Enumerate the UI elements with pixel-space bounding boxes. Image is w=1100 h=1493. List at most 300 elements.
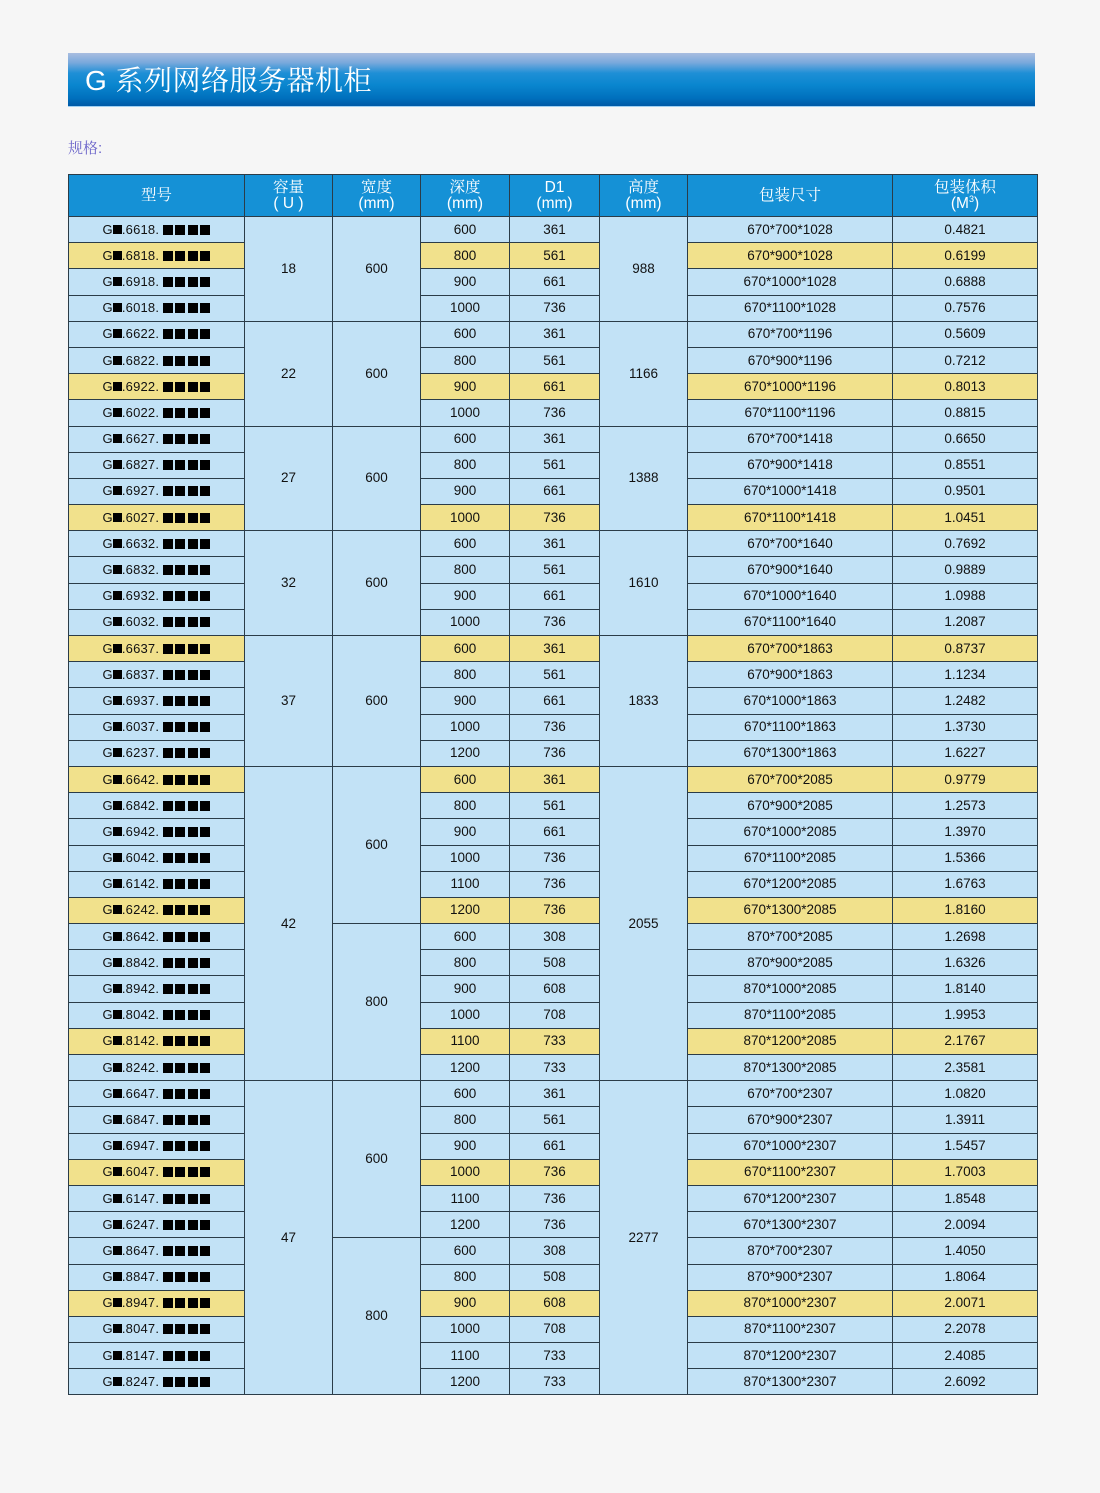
redacted-block-icon	[188, 303, 198, 313]
model-cell	[69, 897, 245, 923]
redacted-suffix-icon	[163, 506, 211, 530]
model-cell	[69, 1081, 245, 1107]
depth-cell: 600	[421, 1081, 510, 1107]
d1-cell: 661	[510, 688, 600, 714]
pack-volume-cell: 1.3730	[893, 714, 1038, 740]
pack-size-cell: 670*1100*1196	[688, 400, 893, 426]
model-cell	[69, 950, 245, 976]
redacted-block-icon	[113, 434, 122, 443]
redacted-block-icon	[113, 958, 122, 967]
redacted-block-icon	[175, 1351, 185, 1361]
redacted-block-icon	[200, 853, 210, 863]
redacted-suffix-icon	[163, 453, 211, 477]
model-code: .6042.	[121, 850, 160, 866]
redacted-block-icon	[188, 434, 198, 444]
depth-cell: 1000	[421, 1316, 510, 1342]
redacted-block-icon	[175, 853, 185, 863]
redacted-block-icon	[200, 932, 210, 942]
depth-cell: 1000	[421, 1159, 510, 1185]
table-row	[69, 1081, 1038, 1107]
redacted-block-icon	[188, 1115, 198, 1125]
redacted-block-icon	[175, 617, 185, 627]
model-cell	[69, 557, 245, 583]
depth-cell: 1100	[421, 871, 510, 897]
table-row	[69, 243, 1038, 269]
pack-volume-cell: 0.7212	[893, 347, 1038, 373]
pack-volume-cell: 1.8064	[893, 1264, 1038, 1290]
model-code: .6242.	[121, 902, 160, 918]
model-prefix: G	[102, 1216, 113, 1232]
model-code: .6142.	[121, 876, 160, 892]
redacted-block-icon	[175, 827, 185, 837]
redacted-block-icon	[113, 1010, 122, 1019]
model-prefix: G	[102, 797, 113, 813]
table-row	[69, 845, 1038, 871]
redacted-block-icon	[188, 591, 198, 601]
redacted-block-icon	[200, 1010, 210, 1020]
redacted-block-icon	[113, 251, 122, 260]
redacted-block-icon	[175, 1010, 185, 1020]
redacted-block-icon	[175, 1141, 185, 1151]
redacted-suffix-icon	[163, 479, 211, 503]
model-cell	[69, 505, 245, 531]
model-cell	[69, 1107, 245, 1133]
model-code: .8042.	[121, 1007, 160, 1023]
redacted-block-icon	[175, 1246, 185, 1256]
model-code: .8647.	[121, 1242, 160, 1258]
redacted-block-icon	[200, 1141, 210, 1151]
redacted-block-icon	[188, 1063, 198, 1073]
d1-cell: 561	[510, 452, 600, 478]
table-row	[69, 1133, 1038, 1159]
redacted-block-icon	[175, 277, 185, 287]
model-code: .6037.	[121, 719, 160, 735]
pack-volume-cell: 1.3911	[893, 1107, 1038, 1133]
model-code: .6622.	[121, 326, 160, 342]
model-code: .8047.	[121, 1321, 160, 1337]
model-prefix: G	[102, 954, 113, 970]
table-row	[69, 976, 1038, 1002]
d1-cell: 661	[510, 374, 600, 400]
redacted-block-icon	[113, 617, 122, 626]
table-row	[69, 321, 1038, 347]
table-row	[69, 295, 1038, 321]
model-code: .6947.	[121, 1138, 160, 1154]
model-prefix: G	[102, 1347, 113, 1363]
redacted-block-icon	[175, 1324, 185, 1334]
pack-size-cell: 670*1000*2085	[688, 819, 893, 845]
pack-volume-cell: 0.8815	[893, 400, 1038, 426]
redacted-suffix-icon	[163, 427, 211, 451]
model-prefix: G	[102, 719, 113, 735]
redacted-suffix-icon	[163, 1265, 211, 1289]
table-row	[69, 1185, 1038, 1211]
redacted-block-icon	[113, 408, 122, 417]
redacted-block-icon	[175, 1167, 185, 1177]
redacted-block-icon	[113, 356, 122, 365]
pack-volume-cell: 0.4821	[893, 217, 1038, 243]
pack-volume-cell: 1.5366	[893, 845, 1038, 871]
model-prefix: G	[102, 1059, 113, 1075]
d1-cell: 708	[510, 1316, 600, 1342]
width-cell: 600	[333, 217, 421, 322]
redacted-block-icon	[188, 225, 198, 235]
redacted-block-icon	[188, 644, 198, 654]
pack-volume-cell: 1.0988	[893, 583, 1038, 609]
pack-size-cell: 670*900*2085	[688, 793, 893, 819]
depth-cell: 800	[421, 347, 510, 373]
redacted-block-icon	[200, 356, 210, 366]
depth-cell: 600	[421, 426, 510, 452]
model-prefix: G	[102, 1007, 113, 1023]
table-row	[69, 1343, 1038, 1369]
pack-size-cell: 670*700*2085	[688, 766, 893, 792]
d1-cell: 361	[510, 531, 600, 557]
model-cell	[69, 269, 245, 295]
redacted-suffix-icon	[163, 820, 211, 844]
redacted-block-icon	[200, 303, 210, 313]
redacted-block-icon	[113, 801, 122, 810]
d1-cell: 661	[510, 1133, 600, 1159]
model-prefix: G	[102, 850, 113, 866]
depth-cell: 1200	[421, 1212, 510, 1238]
redacted-block-icon	[113, 644, 122, 653]
d1-cell: 508	[510, 950, 600, 976]
model-prefix: G	[102, 981, 113, 997]
redacted-block-icon	[200, 513, 210, 523]
redacted-block-icon	[188, 565, 198, 575]
redacted-block-icon	[188, 486, 198, 496]
redacted-block-icon	[175, 748, 185, 758]
table-row	[69, 636, 1038, 662]
capacity-cell: 32	[245, 531, 333, 636]
redacted-block-icon	[188, 801, 198, 811]
model-code: .6018.	[121, 300, 160, 316]
depth-cell: 900	[421, 1290, 510, 1316]
d1-cell: 733	[510, 1028, 600, 1054]
redacted-block-icon	[113, 486, 122, 495]
redacted-block-icon	[113, 565, 122, 574]
model-cell	[69, 321, 245, 347]
d1-cell: 736	[510, 505, 600, 531]
redacted-block-icon	[188, 879, 198, 889]
redacted-block-icon	[175, 696, 185, 706]
redacted-block-icon	[163, 801, 173, 811]
model-cell	[69, 688, 245, 714]
redacted-block-icon	[163, 1298, 173, 1308]
header-width-label: 宽度	[360, 178, 392, 196]
table-row	[69, 400, 1038, 426]
model-cell	[69, 845, 245, 871]
redacted-block-icon	[175, 408, 185, 418]
model-cell	[69, 636, 245, 662]
redacted-block-icon	[113, 696, 122, 705]
redacted-block-icon	[175, 1194, 185, 1204]
redacted-block-icon	[175, 879, 185, 889]
d1-cell: 561	[510, 243, 600, 269]
redacted-block-icon	[175, 1377, 185, 1387]
table-row	[69, 688, 1038, 714]
depth-cell: 900	[421, 583, 510, 609]
pack-size-cell: 870*900*2307	[688, 1264, 893, 1290]
redacted-block-icon	[188, 696, 198, 706]
header-width-unit: (mm)	[358, 194, 395, 212]
redacted-block-icon	[188, 277, 198, 287]
model-cell	[69, 1133, 245, 1159]
pack-volume-cell: 2.3581	[893, 1055, 1038, 1081]
redacted-block-icon	[163, 1194, 173, 1204]
depth-cell: 800	[421, 452, 510, 478]
redacted-block-icon	[113, 303, 122, 312]
pack-volume-cell: 1.6326	[893, 950, 1038, 976]
redacted-block-icon	[200, 1298, 210, 1308]
redacted-block-icon	[113, 1141, 122, 1150]
redacted-block-icon	[188, 722, 198, 732]
redacted-block-icon	[200, 1220, 210, 1230]
model-prefix: G	[102, 771, 113, 787]
redacted-block-icon	[175, 565, 185, 575]
pack-volume-cell: 0.6199	[893, 243, 1038, 269]
redacted-block-icon	[113, 670, 122, 679]
model-prefix: G	[102, 1138, 113, 1154]
depth-cell: 900	[421, 374, 510, 400]
model-cell	[69, 766, 245, 792]
redacted-block-icon	[200, 748, 210, 758]
depth-cell: 1100	[421, 1028, 510, 1054]
header-pack-volume-unit-sup: 3	[968, 193, 974, 204]
redacted-suffix-icon	[163, 610, 211, 634]
redacted-block-icon	[188, 905, 198, 915]
table-row	[69, 740, 1038, 766]
height-cell: 2055	[600, 766, 688, 1080]
table-row	[69, 505, 1038, 531]
pack-volume-cell: 2.4085	[893, 1343, 1038, 1369]
pack-size-cell: 670*900*1640	[688, 557, 893, 583]
redacted-block-icon	[113, 513, 122, 522]
header-height-unit: (mm)	[625, 194, 662, 212]
model-code: .6237.	[121, 745, 160, 761]
model-prefix: G	[102, 1033, 113, 1049]
depth-cell: 900	[421, 819, 510, 845]
header-height	[600, 175, 688, 217]
header-pack-volume	[893, 175, 1038, 217]
pack-size-cell: 670*1100*1418	[688, 505, 893, 531]
redacted-block-icon	[113, 1063, 122, 1072]
pack-size-cell: 870*1100*2085	[688, 1002, 893, 1028]
pack-volume-cell: 1.2482	[893, 688, 1038, 714]
model-cell	[69, 793, 245, 819]
redacted-block-icon	[175, 801, 185, 811]
model-cell	[69, 1159, 245, 1185]
table-row	[69, 897, 1038, 923]
pack-size-cell: 670*900*1028	[688, 243, 893, 269]
redacted-block-icon	[163, 670, 173, 680]
redacted-block-icon	[200, 1036, 210, 1046]
table-row	[69, 269, 1038, 295]
pack-size-cell: 870*1000*2085	[688, 976, 893, 1002]
table-row	[69, 557, 1038, 583]
pack-volume-cell: 0.9889	[893, 557, 1038, 583]
depth-cell: 800	[421, 950, 510, 976]
table-row	[69, 766, 1038, 792]
pack-volume-cell: 0.7692	[893, 531, 1038, 557]
header-depth-unit: (mm)	[446, 194, 484, 212]
pack-size-cell: 670*1000*1418	[688, 478, 893, 504]
redacted-suffix-icon	[163, 794, 211, 818]
d1-cell: 661	[510, 583, 600, 609]
table-row	[69, 950, 1038, 976]
redacted-block-icon	[175, 1220, 185, 1230]
width-cell: 600	[333, 321, 421, 426]
redacted-suffix-icon	[163, 1108, 211, 1132]
d1-cell: 661	[510, 819, 600, 845]
redacted-suffix-icon	[163, 872, 211, 896]
pack-size-cell: 870*900*2085	[688, 950, 893, 976]
capacity-cell: 47	[245, 1081, 333, 1395]
redacted-block-icon	[163, 277, 173, 287]
model-prefix: G	[102, 876, 113, 892]
table-row	[69, 347, 1038, 373]
d1-cell: 736	[510, 740, 600, 766]
model-prefix: G	[102, 823, 113, 839]
model-code: .6647.	[121, 1085, 160, 1101]
pack-volume-cell: 1.8160	[893, 897, 1038, 923]
model-cell	[69, 1264, 245, 1290]
depth-cell: 900	[421, 269, 510, 295]
table-row	[69, 1055, 1038, 1081]
model-prefix: G	[102, 1295, 113, 1311]
redacted-block-icon	[163, 251, 173, 261]
pack-size-cell: 670*700*1640	[688, 531, 893, 557]
redacted-block-icon	[113, 775, 122, 784]
redacted-block-icon	[113, 984, 122, 993]
pack-volume-cell: 0.8551	[893, 452, 1038, 478]
redacted-block-icon	[200, 434, 210, 444]
redacted-block-icon	[188, 1377, 198, 1387]
pack-size-cell: 670*1300*2085	[688, 897, 893, 923]
redacted-block-icon	[113, 1089, 122, 1098]
width-cell: 800	[333, 1238, 421, 1395]
pack-size-cell: 670*1200*2307	[688, 1185, 893, 1211]
model-prefix: G	[102, 378, 113, 394]
redacted-block-icon	[188, 1167, 198, 1177]
pack-size-cell: 670*1300*2307	[688, 1212, 893, 1238]
model-code: .8642.	[121, 928, 160, 944]
model-code: .8942.	[121, 981, 160, 997]
pack-size-cell: 870*1100*2307	[688, 1316, 893, 1342]
redacted-block-icon	[200, 225, 210, 235]
pack-size-cell: 670*1000*1863	[688, 688, 893, 714]
redacted-block-icon	[163, 1324, 173, 1334]
model-code: .6827.	[121, 457, 160, 473]
redacted-block-icon	[163, 1272, 173, 1282]
model-code: .8847.	[121, 1269, 160, 1285]
redacted-block-icon	[175, 670, 185, 680]
d1-cell: 308	[510, 924, 600, 950]
redacted-block-icon	[200, 539, 210, 549]
redacted-block-icon	[188, 748, 198, 758]
model-prefix: G	[102, 1111, 113, 1127]
model-prefix: G	[102, 457, 113, 473]
redacted-block-icon	[175, 958, 185, 968]
model-cell	[69, 740, 245, 766]
redacted-block-icon	[163, 1351, 173, 1361]
redacted-block-icon	[200, 1324, 210, 1334]
d1-cell: 508	[510, 1264, 600, 1290]
table-row	[69, 374, 1038, 400]
width-cell: 600	[333, 531, 421, 636]
d1-cell: 736	[510, 714, 600, 740]
pack-volume-cell: 2.6092	[893, 1369, 1038, 1395]
model-prefix: G	[102, 614, 113, 630]
redacted-block-icon	[200, 984, 210, 994]
table-row	[69, 609, 1038, 635]
model-code: .6027.	[121, 509, 160, 525]
redacted-block-icon	[175, 539, 185, 549]
pack-size-cell: 670*700*1418	[688, 426, 893, 452]
redacted-block-icon	[113, 1272, 122, 1281]
redacted-suffix-icon	[163, 1082, 211, 1106]
model-code: .6818.	[121, 247, 160, 263]
model-cell	[69, 662, 245, 688]
redacted-block-icon	[113, 932, 122, 941]
redacted-block-icon	[163, 1167, 173, 1177]
depth-cell: 1100	[421, 1343, 510, 1369]
header-model-label: 型号	[140, 186, 172, 204]
redacted-block-icon	[163, 1141, 173, 1151]
table-row	[69, 1290, 1038, 1316]
table-row	[69, 1316, 1038, 1342]
redacted-block-icon	[163, 827, 173, 837]
redacted-suffix-icon	[163, 244, 211, 268]
model-cell	[69, 1002, 245, 1028]
width-cell: 800	[333, 924, 421, 1081]
model-cell	[69, 1343, 245, 1369]
redacted-suffix-icon	[163, 584, 211, 608]
redacted-block-icon	[113, 1115, 122, 1124]
d1-cell: 736	[510, 897, 600, 923]
height-cell: 1610	[600, 531, 688, 636]
redacted-suffix-icon	[163, 951, 211, 975]
width-cell: 600	[333, 766, 421, 923]
header-pack-size	[688, 175, 893, 217]
d1-cell: 308	[510, 1238, 600, 1264]
model-code: .6618.	[121, 221, 160, 237]
pack-size-cell: 670*700*1028	[688, 217, 893, 243]
depth-cell: 1000	[421, 505, 510, 531]
table-row	[69, 531, 1038, 557]
pack-size-cell: 670*1100*1028	[688, 295, 893, 321]
pack-volume-cell: 1.1234	[893, 662, 1038, 688]
redacted-block-icon	[175, 932, 185, 942]
redacted-block-icon	[188, 670, 198, 680]
pack-volume-cell: 0.9779	[893, 766, 1038, 792]
model-prefix: G	[102, 666, 113, 682]
pack-size-cell: 670*1000*1196	[688, 374, 893, 400]
pack-volume-cell: 0.8013	[893, 374, 1038, 400]
table-row	[69, 714, 1038, 740]
page-title: G 系列网络服务器机柜	[85, 65, 373, 96]
redacted-block-icon	[163, 853, 173, 863]
model-prefix: G	[102, 692, 113, 708]
table-row	[69, 1369, 1038, 1395]
pack-volume-cell: 1.2087	[893, 609, 1038, 635]
redacted-block-icon	[175, 1298, 185, 1308]
table-row	[69, 426, 1038, 452]
model-cell	[69, 243, 245, 269]
redacted-block-icon	[163, 539, 173, 549]
redacted-suffix-icon	[163, 270, 211, 294]
